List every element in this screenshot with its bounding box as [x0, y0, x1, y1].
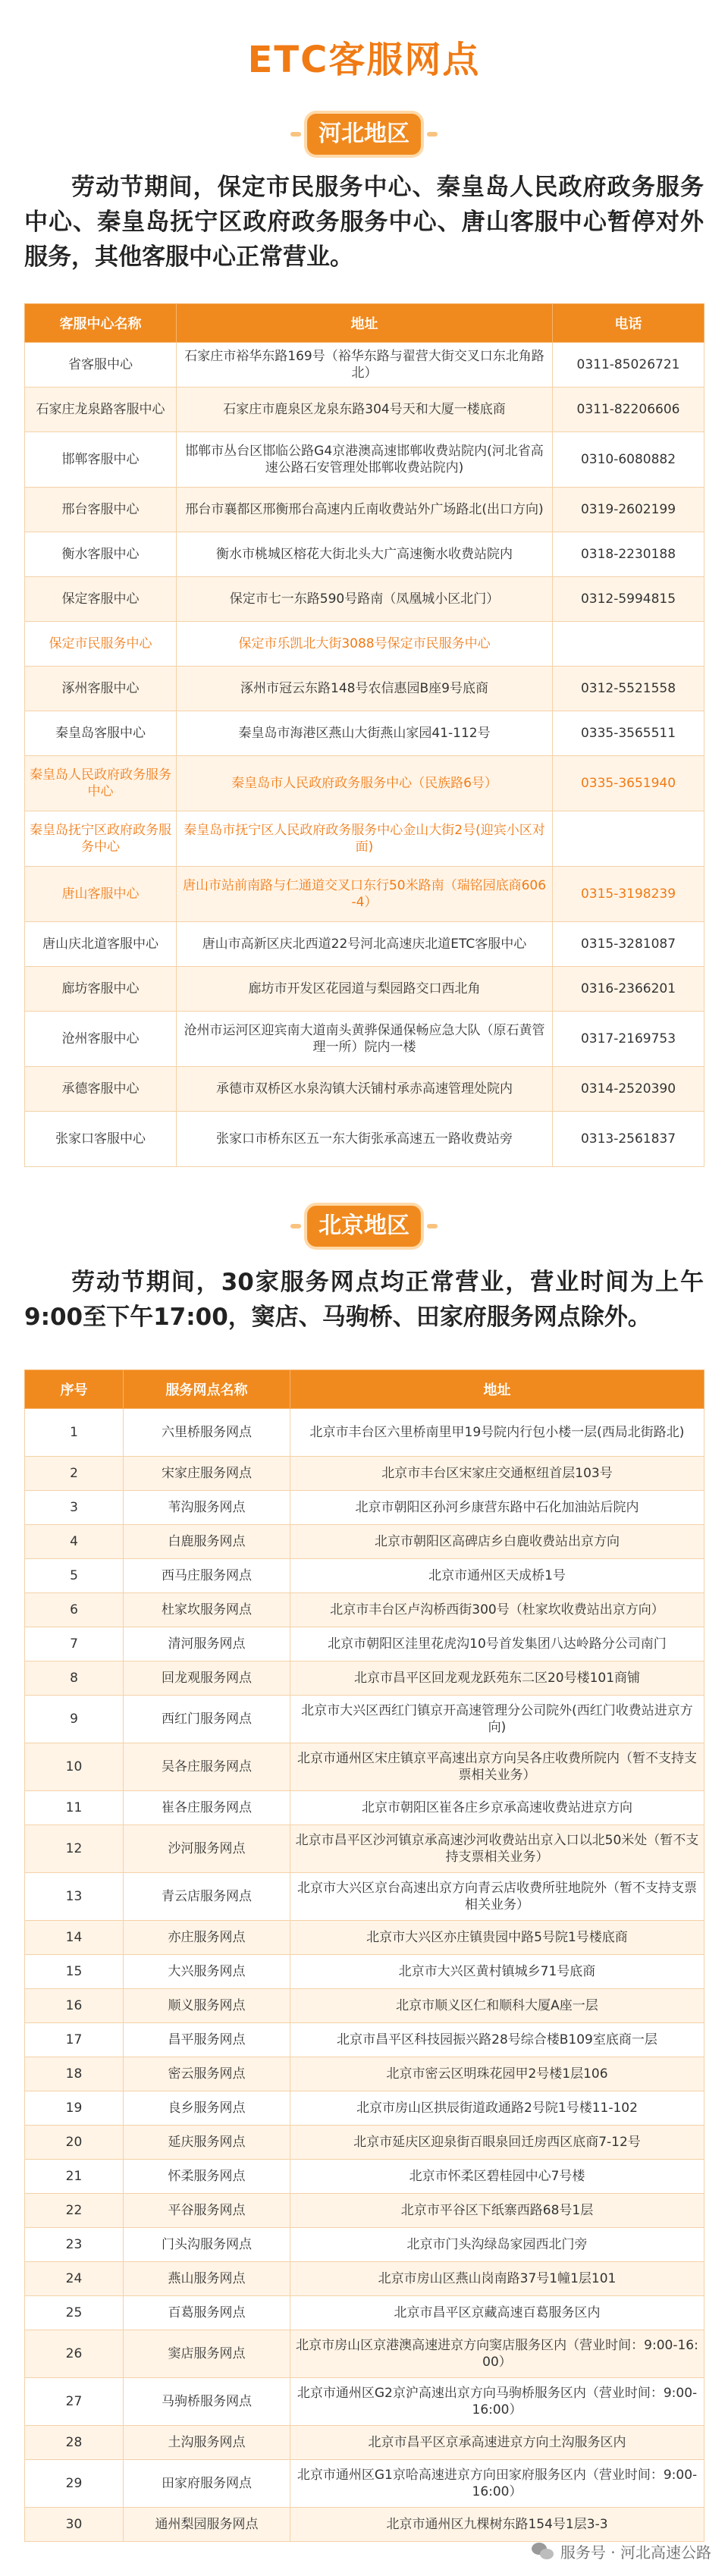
center-name: 保定客服中心 [25, 577, 177, 622]
center-phone: 0311-85026721 [553, 343, 704, 387]
outlet-name: 田家府服务网点 [124, 2460, 290, 2508]
outlet-name: 延庆服务网点 [124, 2126, 290, 2160]
outlet-number: 23 [25, 2228, 124, 2262]
outlet-number: 29 [25, 2460, 124, 2508]
outlet-address: 北京市通州区九棵树东路154号1层3-3 [290, 2508, 704, 2542]
outlet-number: 11 [25, 1791, 124, 1825]
table-row [25, 711, 704, 756]
center-phone: 0319-2602199 [553, 488, 704, 532]
center-address: 廊坊市开发区花园道与梨园路交口西北角 [177, 967, 553, 1012]
outlet-address: 北京市怀柔区碧桂园中心7号楼 [290, 2160, 704, 2194]
outlet-address: 北京市昌平区科技园振兴路28号综合楼B109室底商一层 [290, 2023, 704, 2057]
outlet-address: 北京市朝阳区高碑店乡白鹿收费站出京方向 [290, 1525, 704, 1559]
center-phone: 0335-3651940 [553, 756, 704, 811]
table-row [25, 1921, 704, 1955]
table-row [25, 532, 704, 577]
outlet-address: 北京市丰台区宋家庄交通枢纽首层103号 [290, 1457, 704, 1491]
outlet-name: 百葛服务网点 [124, 2296, 290, 2330]
table-row [25, 2460, 704, 2508]
outlet-name: 通州梨园服务网点 [124, 2508, 290, 2542]
center-phone [553, 811, 704, 867]
hebei-region-badge: 河北地区 [307, 114, 421, 155]
outlet-address: 北京市大兴区西红门镇京开高速管理分公司院外(西红门收费站进京方向) [290, 1696, 704, 1743]
center-phone [553, 622, 704, 667]
table-row-suspended [25, 756, 704, 811]
outlet-address: 北京市门头沟绿岛家园西北门旁 [290, 2228, 704, 2262]
table-row [25, 1989, 704, 2023]
outlet-address: 北京市房山区燕山岗南路37号1幢1层101 [290, 2262, 704, 2296]
outlet-number: 6 [25, 1593, 124, 1627]
beijing-table [24, 1370, 704, 2542]
table-row [25, 2296, 704, 2330]
outlet-number: 13 [25, 1873, 124, 1921]
table-row [25, 1593, 704, 1627]
table-row [25, 432, 704, 488]
center-address: 保定市七一东路590号路南（凤凰城小区北门） [177, 577, 553, 622]
center-name: 石家庄龙泉路客服中心 [25, 387, 177, 432]
outlet-name: 吴各庄服务网点 [124, 1743, 290, 1791]
table-row [25, 488, 704, 532]
outlet-number: 14 [25, 1921, 124, 1955]
table-row [25, 1559, 704, 1593]
outlet-number: 10 [25, 1743, 124, 1791]
center-name: 秦皇岛人民政府政务服务中心 [25, 756, 177, 811]
center-phone: 0312-5521558 [553, 667, 704, 711]
header-phone: 电话 [553, 304, 704, 343]
center-address: 衡水市桃城区榕花大街北头大广高速衡水收费站院内 [177, 532, 553, 577]
outlet-name: 昌平服务网点 [124, 2023, 290, 2057]
center-phone: 0312-5994815 [553, 577, 704, 622]
outlet-address: 北京市昌平区沙河镇京承高速沙河收费站出京入口以北50米处（暂不支持支票相关业务） [290, 1825, 704, 1873]
table-row [25, 1627, 704, 1661]
table-row [25, 1873, 704, 1921]
outlet-address: 北京市昌平区京承高速进京方向土沟服务区内 [290, 2426, 704, 2460]
outlet-number: 21 [25, 2160, 124, 2194]
table-row [25, 2160, 704, 2194]
center-name: 省客服中心 [25, 343, 177, 387]
table-row [25, 2126, 704, 2160]
center-address: 石家庄市裕华东路169号（裕华东路与翟营大街交叉口东北角路北） [177, 343, 553, 387]
center-address: 唐山市站前南路与仁通道交叉口东行50米路南（瑞铭园底商606-4） [177, 867, 553, 922]
table-row [25, 2330, 704, 2378]
center-address: 张家口市桥东区五一东大街张承高速五一路收费站旁 [177, 1112, 553, 1167]
table-row-suspended [25, 811, 704, 867]
beijing-region-badge: 北京地区 [307, 1206, 421, 1247]
outlet-address: 北京市密云区明珠花园甲2号楼1层106 [290, 2057, 704, 2091]
table-row [25, 1112, 704, 1167]
center-phone: 0315-3281087 [553, 922, 704, 967]
outlet-name: 怀柔服务网点 [124, 2160, 290, 2194]
center-address: 秦皇岛市抚宁区人民政府政务服务中心金山大街2号(迎宾小区对面) [177, 811, 553, 867]
outlet-number: 15 [25, 1955, 124, 1989]
table-row [25, 1525, 704, 1559]
outlet-name: 平谷服务网点 [124, 2194, 290, 2228]
center-name: 唐山庆北道客服中心 [25, 922, 177, 967]
outlet-number: 30 [25, 2508, 124, 2542]
header-address: 地址 [177, 304, 553, 343]
outlet-number: 19 [25, 2091, 124, 2126]
table-row [25, 1012, 704, 1067]
table-row [25, 1067, 704, 1112]
table-row [25, 2228, 704, 2262]
outlet-name: 苇沟服务网点 [124, 1491, 290, 1525]
outlet-address: 北京市朝阳区洼里花虎沟10号首发集团八达岭路分公司南门 [290, 1627, 704, 1661]
outlet-name: 青云店服务网点 [124, 1873, 290, 1921]
outlet-number: 28 [25, 2426, 124, 2460]
table-row [25, 2057, 704, 2091]
outlet-number: 24 [25, 2262, 124, 2296]
outlet-name: 亦庄服务网点 [124, 1921, 290, 1955]
center-address: 唐山市高新区庆北西道22号河北高速庆北道ETC客服中心 [177, 922, 553, 967]
outlet-name: 燕山服务网点 [124, 2262, 290, 2296]
table-row [25, 577, 704, 622]
table-row [25, 967, 704, 1012]
outlet-name: 西红门服务网点 [124, 1696, 290, 1743]
center-phone: 0310-6080882 [553, 432, 704, 488]
center-address: 沧州市运河区迎宾南大道南头黄骅保通保畅应急大队（原石黄管理一所）院内一楼 [177, 1012, 553, 1067]
outlet-number: 3 [25, 1491, 124, 1525]
outlet-number: 20 [25, 2126, 124, 2160]
center-name: 邢台客服中心 [25, 488, 177, 532]
center-address: 秦皇岛市海港区燕山大街燕山家园41-112号 [177, 711, 553, 756]
wechat-icon [532, 2543, 554, 2561]
beijing-intro: 劳动节期间，30家服务网点均正常营业，营业时间为上午9:00至下午17:00，窦店、马驹桥、田家府服务网点除外。 [24, 1269, 704, 1331]
header-address: 地址 [290, 1370, 704, 1409]
outlet-address: 北京市大兴区亦庄镇贵园中路5号院1号楼底商 [290, 1921, 704, 1955]
hebei-table [24, 303, 704, 1167]
outlet-name: 马驹桥服务网点 [124, 2378, 290, 2426]
table-row [25, 667, 704, 711]
outlet-name: 良乡服务网点 [124, 2091, 290, 2126]
outlet-address: 北京市平谷区下纸寨西路68号1层 [290, 2194, 704, 2228]
outlet-number: 1 [25, 1409, 124, 1457]
outlet-number: 7 [25, 1627, 124, 1661]
outlet-name: 宋家庄服务网点 [124, 1457, 290, 1491]
table-row [25, 1743, 704, 1791]
outlet-number: 9 [25, 1696, 124, 1743]
outlet-address: 北京市朝阳区崔各庄乡京承高速收费站进京方向 [290, 1791, 704, 1825]
outlet-name: 沙河服务网点 [124, 1825, 290, 1873]
outlet-number: 5 [25, 1559, 124, 1593]
center-phone: 0316-2366201 [553, 967, 704, 1012]
center-name: 秦皇岛客服中心 [25, 711, 177, 756]
outlet-address: 北京市丰台区六里桥南里甲19号院内行包小楼一层(西局北街路北) [290, 1409, 704, 1457]
watermark [532, 2540, 711, 2562]
table-row [25, 1409, 704, 1457]
outlet-address: 北京市延庆区迎泉街百眼泉回迁房西区底商7-12号 [290, 2126, 704, 2160]
outlet-name: 崔各庄服务网点 [124, 1791, 290, 1825]
table-row [25, 1457, 704, 1491]
center-phone: 0315-3198239 [553, 867, 704, 922]
table-row [25, 1825, 704, 1873]
table-row [25, 1661, 704, 1696]
center-name: 承德客服中心 [25, 1067, 177, 1112]
page-title: ETC客服网点 [247, 39, 481, 81]
outlet-address: 北京市朝阳区孙河乡康营东路中石化加油站后院内 [290, 1491, 704, 1525]
center-address: 邯郸市丛台区邯临公路G4京港澳高速邯郸收费站院内(河北省高速公路石安管理处邯郸收费站院内) [177, 432, 553, 488]
center-phone: 0313-2561837 [553, 1112, 704, 1167]
center-phone: 0314-2520390 [553, 1067, 704, 1112]
table-row [25, 2091, 704, 2126]
outlet-name: 白鹿服务网点 [124, 1525, 290, 1559]
center-name: 张家口客服中心 [25, 1112, 177, 1167]
outlet-number: 27 [25, 2378, 124, 2426]
outlet-name: 六里桥服务网点 [124, 1409, 290, 1457]
center-name: 涿州客服中心 [25, 667, 177, 711]
header-number: 序号 [25, 1370, 124, 1409]
center-name: 邯郸客服中心 [25, 432, 177, 488]
table-row [25, 2023, 704, 2057]
table-row [25, 1791, 704, 1825]
header-outlet-name: 服务网点名称 [124, 1370, 290, 1409]
outlet-address: 北京市顺义区仁和顺科大厦A座一层 [290, 1989, 704, 2023]
outlet-address: 北京市房山区京港澳高速进京方向窦店服务区内（营业时间：9:00-16:00） [290, 2330, 704, 2378]
outlet-address: 北京市大兴区京台高速出京方向青云店收费所驻地院外（暂不支持支票相关业务） [290, 1873, 704, 1921]
outlet-name: 回龙观服务网点 [124, 1661, 290, 1696]
center-address: 邢台市襄都区邢衡邢台高速内丘南收费站外广场路北(出口方向) [177, 488, 553, 532]
center-address: 保定市乐凯北大街3088号保定市民服务中心 [177, 622, 553, 667]
outlet-address: 北京市通州区G1京哈高速进京方向田家府服务区内（营业时间：9:00-16:00） [290, 2460, 704, 2508]
table-row [25, 2426, 704, 2460]
center-name: 廊坊客服中心 [25, 967, 177, 1012]
outlet-number: 4 [25, 1525, 124, 1559]
table-row [25, 922, 704, 967]
outlet-name: 西马庄服务网点 [124, 1559, 290, 1593]
outlet-name: 窦店服务网点 [124, 2330, 290, 2378]
table-row [25, 343, 704, 387]
outlet-name: 门头沟服务网点 [124, 2228, 290, 2262]
center-name: 秦皇岛抚宁区政府政务服务中心 [25, 811, 177, 867]
outlet-number: 17 [25, 2023, 124, 2057]
table-row [25, 2378, 704, 2426]
outlet-name: 土沟服务网点 [124, 2426, 290, 2460]
center-name: 沧州客服中心 [25, 1012, 177, 1067]
outlet-address: 北京市房山区拱辰街道政通路2号院1号楼11-102 [290, 2091, 704, 2126]
outlet-address: 北京市大兴区黄村镇城乡71号底商 [290, 1955, 704, 1989]
table-row-suspended [25, 622, 704, 667]
outlet-address: 北京市通州区宋庄镇京平高速出京方向吴各庄收费所院内（暂不支持支票相关业务） [290, 1743, 704, 1791]
center-name: 唐山客服中心 [25, 867, 177, 922]
outlet-name: 杜家坎服务网点 [124, 1593, 290, 1627]
table-row [25, 1696, 704, 1743]
watermark-text: 服务号 · 河北高速公路 [560, 2543, 711, 2562]
center-address: 秦皇岛市人民政府政务服务中心（民族路6号） [177, 756, 553, 811]
table-row [25, 1955, 704, 1989]
outlet-address: 北京市昌平区回龙观龙跃苑东二区20号楼101商铺 [290, 1661, 704, 1696]
outlet-number: 16 [25, 1989, 124, 2023]
center-phone: 0335-3565511 [553, 711, 704, 756]
outlet-number: 12 [25, 1825, 124, 1873]
center-address: 石家庄市鹿泉区龙泉东路304号天和大厦一楼底商 [177, 387, 553, 432]
outlet-number: 25 [25, 2296, 124, 2330]
center-name: 保定市民服务中心 [25, 622, 177, 667]
outlet-name: 大兴服务网点 [124, 1955, 290, 1989]
table-header-row [25, 1370, 704, 1409]
table-row [25, 2194, 704, 2228]
center-address: 涿州市冠云东路148号农信惠园B座9号底商 [177, 667, 553, 711]
outlet-number: 2 [25, 1457, 124, 1491]
table-row [25, 2262, 704, 2296]
table-header-row [25, 304, 704, 343]
outlet-name: 密云服务网点 [124, 2057, 290, 2091]
table-row-suspended [25, 867, 704, 922]
outlet-number: 26 [25, 2330, 124, 2378]
table-row [25, 2508, 704, 2542]
center-phone: 0318-2230188 [553, 532, 704, 577]
outlet-address: 北京市通州区天成桥1号 [290, 1559, 704, 1593]
outlet-number: 18 [25, 2057, 124, 2091]
center-phone: 0311-82206606 [553, 387, 704, 432]
center-phone: 0317-2169753 [553, 1012, 704, 1067]
outlet-address: 北京市昌平区京藏高速百葛服务区内 [290, 2296, 704, 2330]
outlet-address: 北京市通州区G2京沪高速出京方向马驹桥服务区内（营业时间：9:00-16:00） [290, 2378, 704, 2426]
table-row [25, 1491, 704, 1525]
hebei-intro: 劳动节期间，保定市民服务中心、秦皇岛人民政府政务服务中心、秦皇岛抚宁区政府政务服务中心、唐山客服中心暂停对外服务，其他客服中心正常营业。 [24, 174, 704, 271]
center-name: 衡水客服中心 [25, 532, 177, 577]
outlet-name: 顺义服务网点 [124, 1989, 290, 2023]
table-row [25, 387, 704, 432]
outlet-address: 北京市丰台区卢沟桥西街300号（杜家坎收费站出京方向） [290, 1593, 704, 1627]
outlet-number: 22 [25, 2194, 124, 2228]
center-address: 承德市双桥区水泉沟镇大沃铺村承赤高速管理处院内 [177, 1067, 553, 1112]
outlet-number: 8 [25, 1661, 124, 1696]
header-center-name: 客服中心名称 [25, 304, 177, 343]
outlet-name: 清河服务网点 [124, 1627, 290, 1661]
